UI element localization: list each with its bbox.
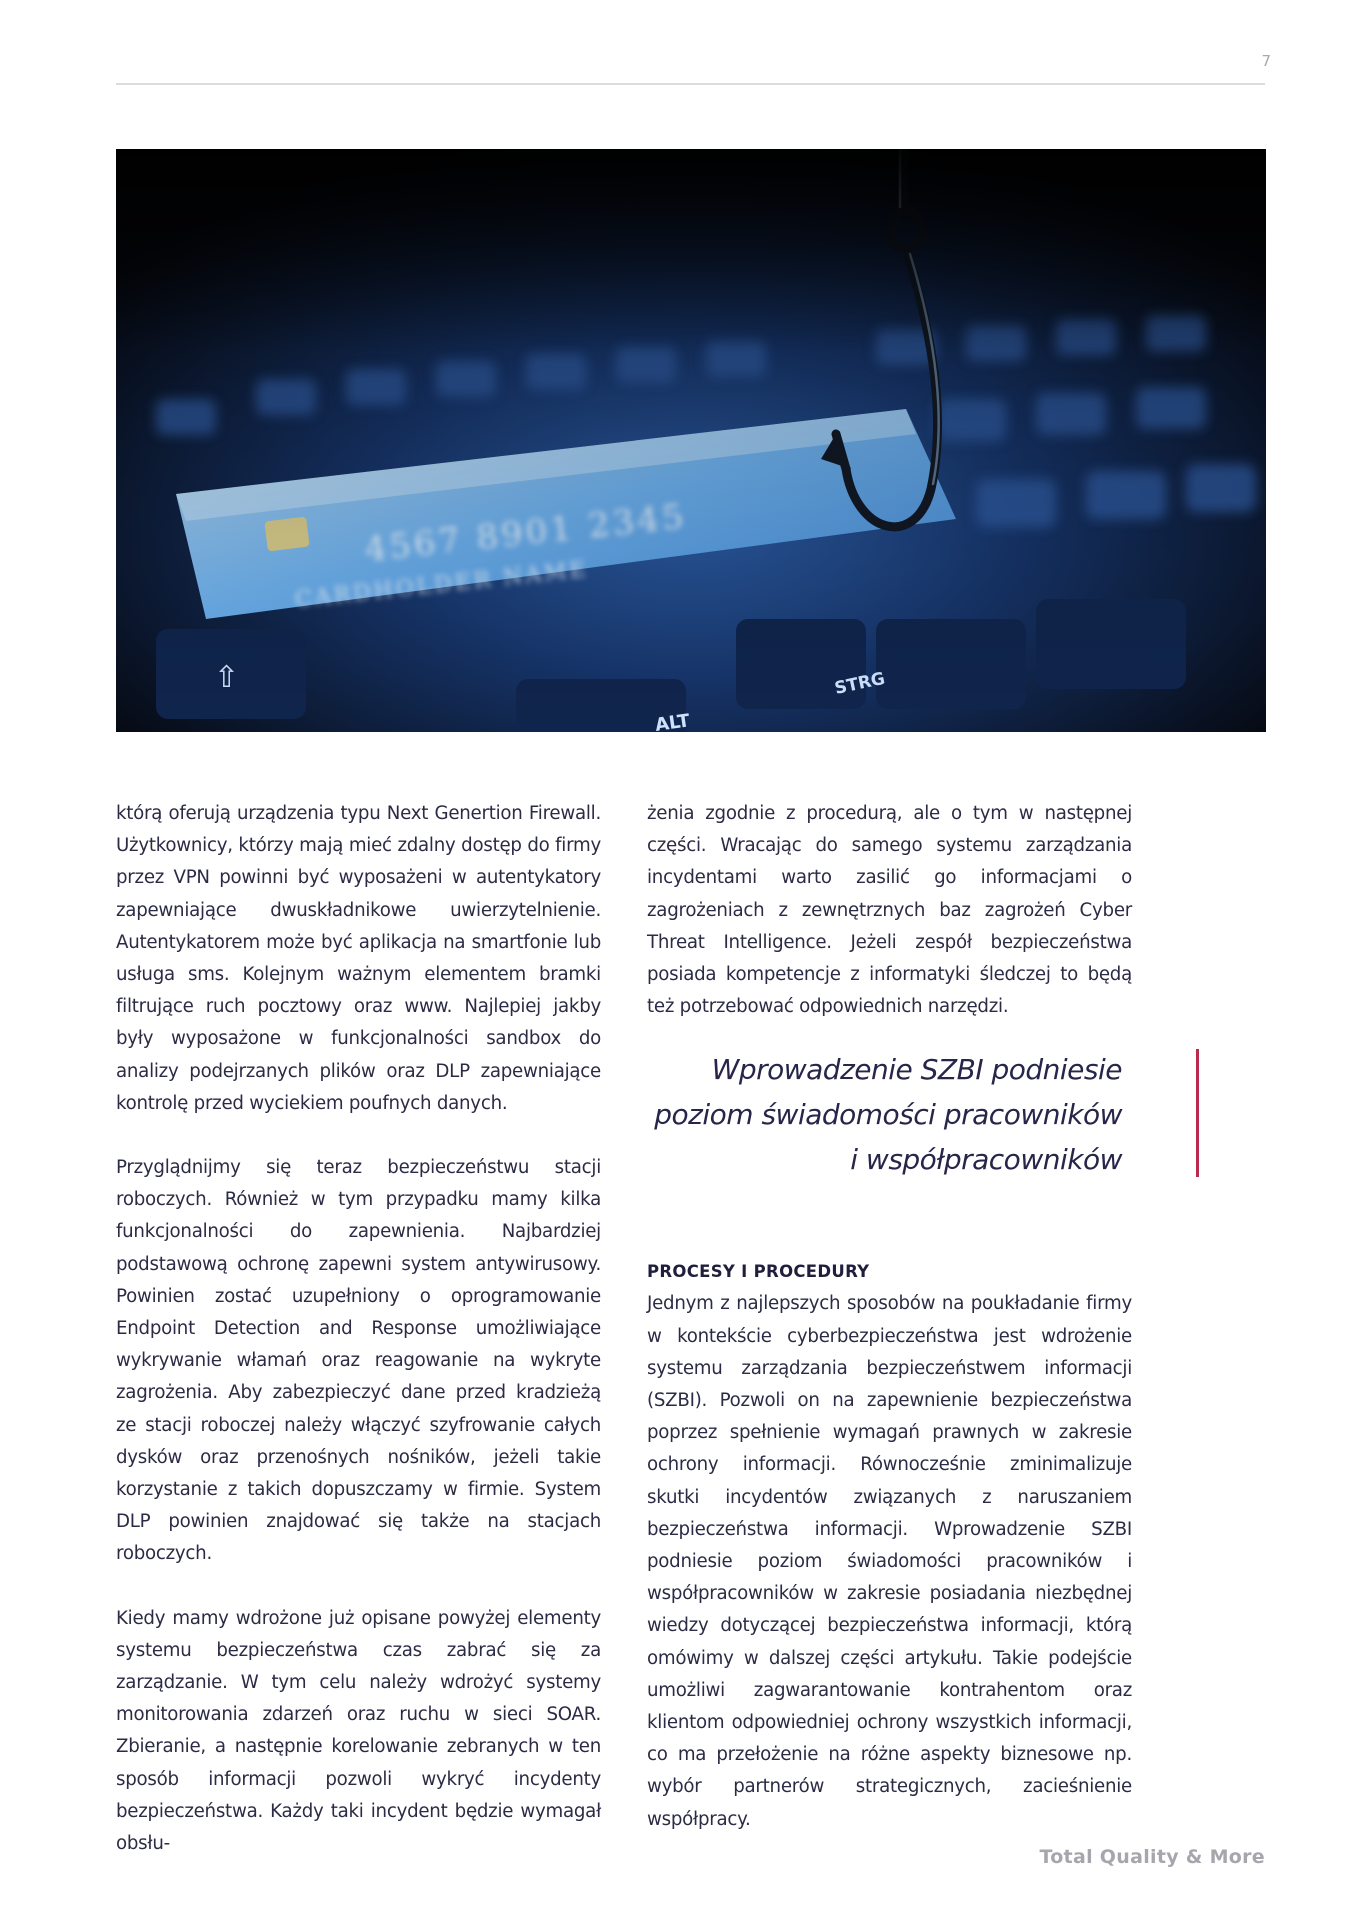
paragraph: żenia zgodnie z procedurą, ale o tym w następnej części. Wracając do samego systemu zarządzania incydentami warto zasilić go informacjami o zagrożeniach z zewnętrznych baz zagrożeń Cyber Threat Intelligence. Jeżeli zespół bezpieczeństwa posiada kompetencje z informatyki śledczej to będą też potrzebować odpowiednich narzędzi. — [647, 803, 1132, 1018]
paragraph: Przyglądnijmy się teraz bezpieczeństwu stacji roboczych. Również w tym przypadku mamy kilka funkcjonalności do zapewnienia. Najbardziej podstawową ochronę zapewni system antywirusowy. Powinien zostać uzupełniony o oprogramowanie Endpoint Detection and Response umożliwiające wykrywanie włamań oraz reagowanie na wykryte zagrożenia. Aby zabezpieczyć dane przed kradzieżą ze stacji roboczej należy włączyć szyfrowanie całych dysków oraz przenośnych nośników, jeżeli takie korzystanie z takich dopuszczamy w firmie. System DLP powinien znajdować się także na stacjach roboczych. — [116, 1157, 601, 1565]
right-column — [647, 798, 1132, 1836]
phishing-illustration — [116, 149, 1266, 732]
pull-quote-accent-bar — [1196, 1049, 1199, 1177]
pull-quote-line: i współpracowników — [850, 1143, 1122, 1177]
section-heading: PROCESY I PROCEDURY — [647, 1262, 870, 1282]
hero-image — [116, 149, 1266, 732]
page-number: 7 — [1261, 52, 1271, 70]
footer-brand: Total Quality & More — [1039, 1846, 1265, 1868]
paragraph: Jednym z najlepszych sposobów na poukładanie firmy w kontekście cyberbezpieczeństwa jest wdrożenie systemu zarządzania bezpieczeństwem informacji (SZBI). Pozwoli on na zapewnienie bezpieczeństwa poprzez spełnienie wymagań prawnych w zakresie ochrony informacji. Równocześnie zminimalizuje skutki incydentów związanych z naruszaniem bezpieczeństwa informacji. Wprowadzenie SZBI podniesie poziom świadomości pracowników i współpracowników w zakresie posiadania niezbędnej wiedzy dotyczącej bezpieczeństwa informacji, którą omówimy w dalszej części artykułu. Takie podejście umożliwi zagwarantowanie kontrahentom oraz klientom odpowiedniej ochrony wszystkich informacji, co ma przełożenie na różne aspekty biznesowe np. wybór partnerów strategicznych, zacieśnienie współpracy. — [647, 1293, 1132, 1830]
pull-quote-line: poziom świadomości pracowników — [654, 1098, 1122, 1132]
paragraph: Kiedy mamy wdrożone już opisane powyżej elementy systemu bezpieczeństwa czas zabrać się za zarządzanie. W tym celu należy wdrożyć systemy monitorowania zdarzeń oraz ruchu w sieci SOAR. Zbieranie, a następnie korelowanie zebranych w ten sposób informacji pozwoli wykryć incydenty bezpieczeństwa. Każdy taki incydent będzie wymagał obsłu- — [116, 1607, 601, 1855]
pull-quote — [647, 1047, 1132, 1182]
left-column — [116, 798, 601, 1860]
pull-quote-line: Wprowadzenie SZBI podniesie — [711, 1053, 1122, 1087]
header-divider — [116, 83, 1265, 85]
paragraph: którą oferują urządzenia typu Next Genertion Firewall. Użytkownicy, którzy mają mieć zdalny dostęp do firmy przez VPN powinni być wyposażeni w autentykatory zapewniające dwuskładnikowe uwierzytelnienie. Autentykatorem może być aplikacja na smartfonie lub usługa sms. Kolejnym ważnym elementem bramki filtrujące ruch pocztowy oraz www. Najlepiej jakby były wyposażone w funkcjonalności sandbox do analizy podejrzanych plików oraz DLP zapewniające kontrolę przed wyciekiem poufnych danych. — [116, 803, 601, 1114]
